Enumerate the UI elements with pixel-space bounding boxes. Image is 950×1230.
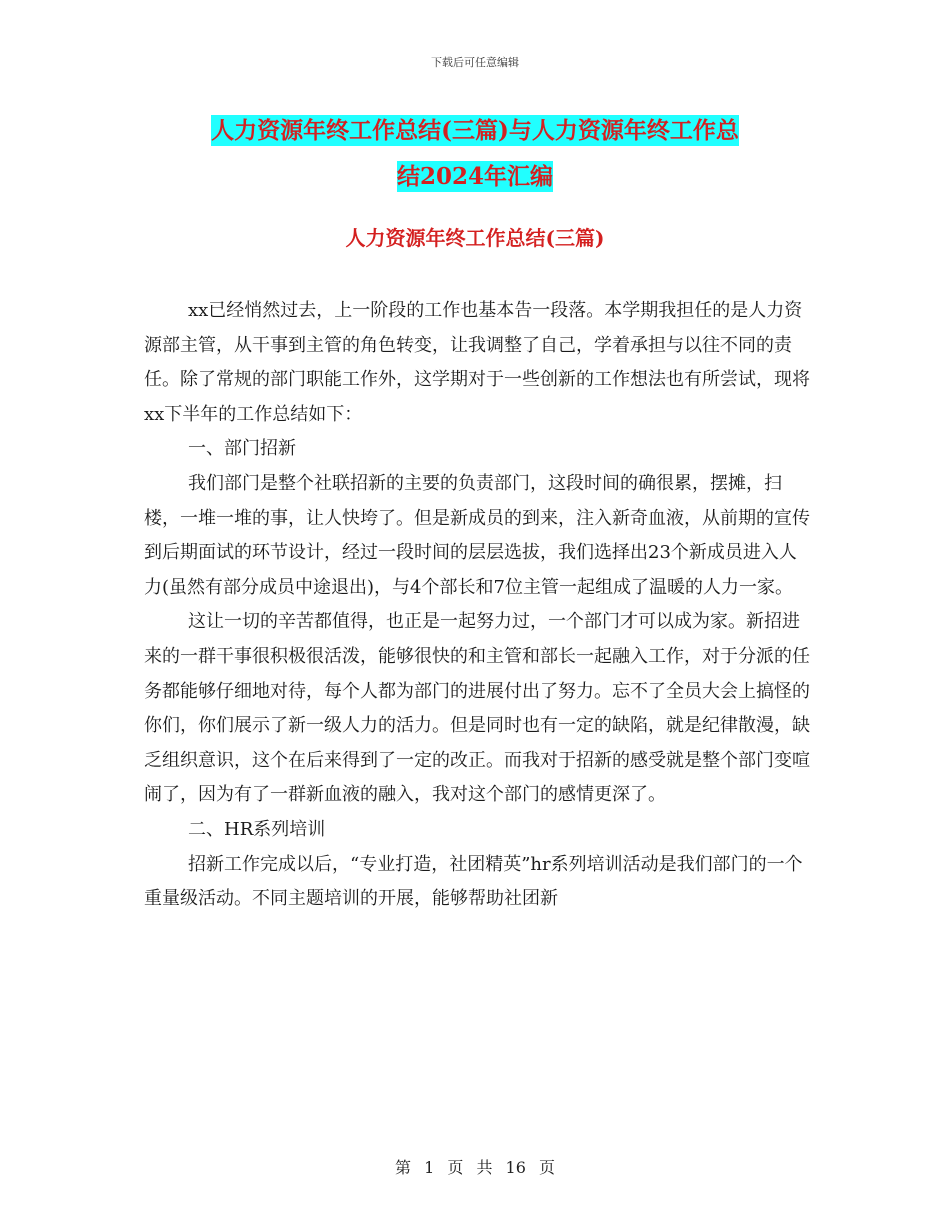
- paragraph-reflection: 这让一切的辛苦都值得，也正是一起努力过，一个部门才可以成为家。新招进来的一群干事很积极很活泼，能够很快的和主管和部长一起融入工作，对于分派的任务都能够仔细地对待，每个人都为部门的进展付出了努力。忘不了全员大会上搞怪的你们，你们展示了新一级人力的活力。但是同时也有一定的缺陷，就是纪律散漫，缺乏组织意识，这个在后来得到了一定的改正。而我对于招新的感受就是整个部门变喧闹了，因为有了一群新血液的融入，我对这个部门的感情更深了。: [144, 611, 810, 806]
- body-text: [144, 294, 810, 917]
- page-footer: 第 1 页 共 16 页: [395, 1158, 555, 1177]
- section-title: 人力资源年终工作总结(三篇): [345, 226, 605, 250]
- title-line-1: 人力资源年终工作总结(三篇)与人力资源年终工作总: [211, 117, 739, 144]
- document-title: [140, 108, 810, 200]
- paragraph-recruitment: 我们部门是整个社联招新的主要的负责部门，这段时间的确很累，摆摊，扫楼，一堆一堆的事，让人快垮了。但是新成员的到来，注入新奇血液，从前期的宣传到后期面试的环节设计，经过一段时间的层层选拔，我们选择出23个新成员进入人力(虽然有部分成员中途退出)，与4个部长和7位主管一起组成了温暖的人力一家。: [144, 472, 810, 598]
- heading-recruitment: 一、部门招新: [188, 438, 296, 460]
- paragraph-intro: xx已经悄然过去，上一阶段的工作也基本告一段落。本学期我担任的是人力资源部主管，从干事到主管的角色转变，让我调整了自己，学着承担与以往不同的责任。除了常规的部门职能工作外，这学期对于一些创新的工作想法也有所尝试，现将xx下半年的工作总结如下：: [144, 300, 810, 425]
- heading-hr-training: 二、HR系列培训: [188, 818, 326, 840]
- paragraph-hr-training: 招新工作完成以后，“专业打造，社团精英”hr系列培训活动是我们部门的一个重量级活动。不同主题培训的开展，能够帮助社团新: [144, 853, 803, 910]
- header-note: 下载后可任意编辑: [431, 56, 519, 69]
- title-line-2: 结2024年汇编: [396, 163, 553, 190]
